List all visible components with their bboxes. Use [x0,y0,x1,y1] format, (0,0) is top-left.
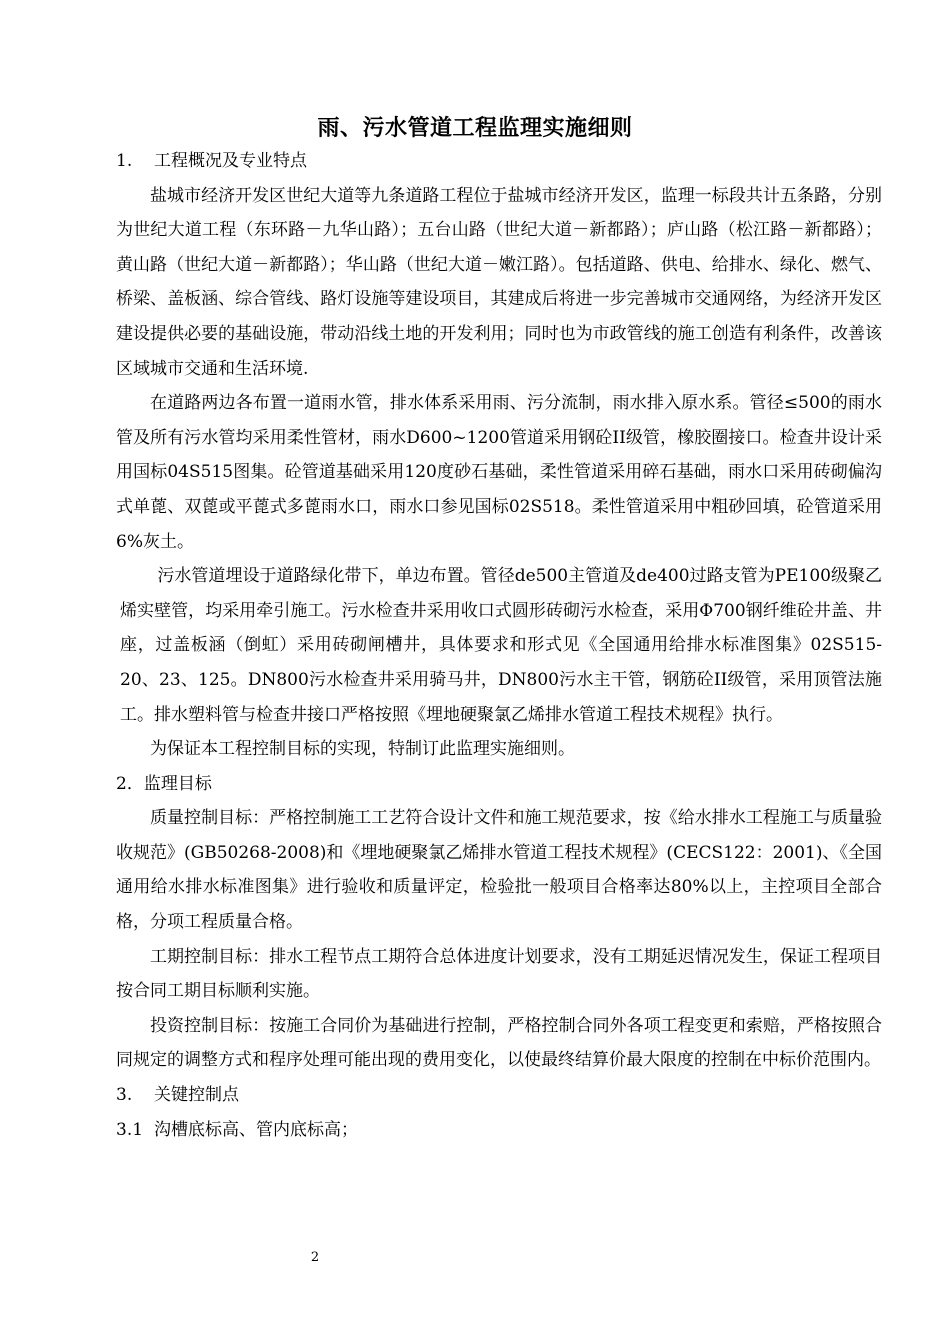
section-1-heading [116,144,882,179]
page-number: 2 [310,1250,320,1265]
section-title: 监理目标 [143,773,212,794]
section-3-1-heading [116,1113,882,1148]
paragraph-sewage-pipes: 污水管道埋设于道路绿化带下，单边布置。管径de500主管道及de400过路支管为PE100级聚乙烯实壁管，均采用牵引施工。污水检查井采用收口式圆形砖砌污水检查，采用Φ700钢纤维砼井盖、井座，过盖板涵（倒虹）采用砖砌闸槽井，具体要求和形式见《全国通用给排水标准图集》02S515-20、23、125。DN800污水检查井采用骑马井，DN800污水主干管，钢筋砼II级管，采用顶管法施工。排水塑料管与检查井接口严格按照《埋地硬聚氯乙烯排水管道工程技术规程》执行。 [120,566,882,725]
section-3-heading [116,1078,882,1113]
paragraph-cost-target: 投资控制目标：按施工合同价为基础进行控制，严格控制合同外各项工程变更和索赔，严格按照合同规定的调整方式和程序处理可能出现的费用变化，以使最终结算价最大限度的控制在中标价范围内。 [116,1015,882,1071]
paragraph-schedule-target: 工期控制目标：排水工程节点工期符合总体进度计划要求，没有工期延迟情况发生，保证工程项目按合同工期目标顺利实施。 [116,946,882,1002]
paragraph-purpose: 为保证本工程控制目标的实现，特制订此监理实施细则。 [150,739,575,760]
paragraph-project-overview: 盐城市经济开发区世纪大道等九条道路工程位于盐城市经济开发区，监理一标段共计五条路，分别为世纪大道工程（东环路－九华山路）；五台山路（世纪大道－新都路）；庐山路（松江路－新都路）；黄山路（世纪大道－新都路）；华山路（世纪大道－嫩江路）。包括道路、供电、给排水、绿化、燃气、桥梁、盖板涵、综合管线、路灯设施等建设项目，其建成后将进一步完善城市交通网络，为经济开发区建设提供必要的基础设施，带动沿线土地的开发利用；同时也为市政管线的施工创造有利条件，改善该区域城市交通和生活环境. [116,185,882,379]
section-title: 沟槽底标高、管内底标高； [154,1119,358,1140]
section-2-heading [116,767,882,802]
document-title: 雨、污水管道工程监理实施细则 [317,116,633,141]
section-number: 3. [116,1085,133,1106]
section-number: 1. [116,151,133,171]
section-title: 关键控制点 [154,1085,239,1106]
section-number: 3.1 [116,1119,144,1140]
section-title: 工程概况及专业特点 [154,151,307,171]
paragraph-quality-target: 质量控制目标：严格控制施工工艺符合设计文件和施工规范要求，按《给水排水工程施工与质量验收规范》(GB50268-2008)和《埋地硬聚氯乙烯排水管道工程技术规程》(CECS122：2001)、《全国通用给水排水标准图集》进行验收和质量评定，检验批一般项目合格率达80%以上，主控项目全部合格，分项工程质量合格。 [116,808,882,933]
paragraph-rainwater-pipes: 在道路两边各布置一道雨水管，排水体系采用雨、污分流制，雨水排入原水系。管径≤500的雨水管及所有污水管均采用柔性管材，雨水D600~1200管道采用钢砼II级管，橡胶圈接口。检查井设计采用国标04S515图集。砼管道基础采用120度砂石基础，柔性管道采用碎石基础，雨水口采用砖砌偏沟式单蓖、双蓖或平蓖式多蓖雨水口，雨水口参见国标02S518。柔性管道采用中粗砂回填，砼管道采用6%灰土。 [116,393,882,552]
document-body [116,144,882,1147]
section-number: 2． [116,773,144,794]
